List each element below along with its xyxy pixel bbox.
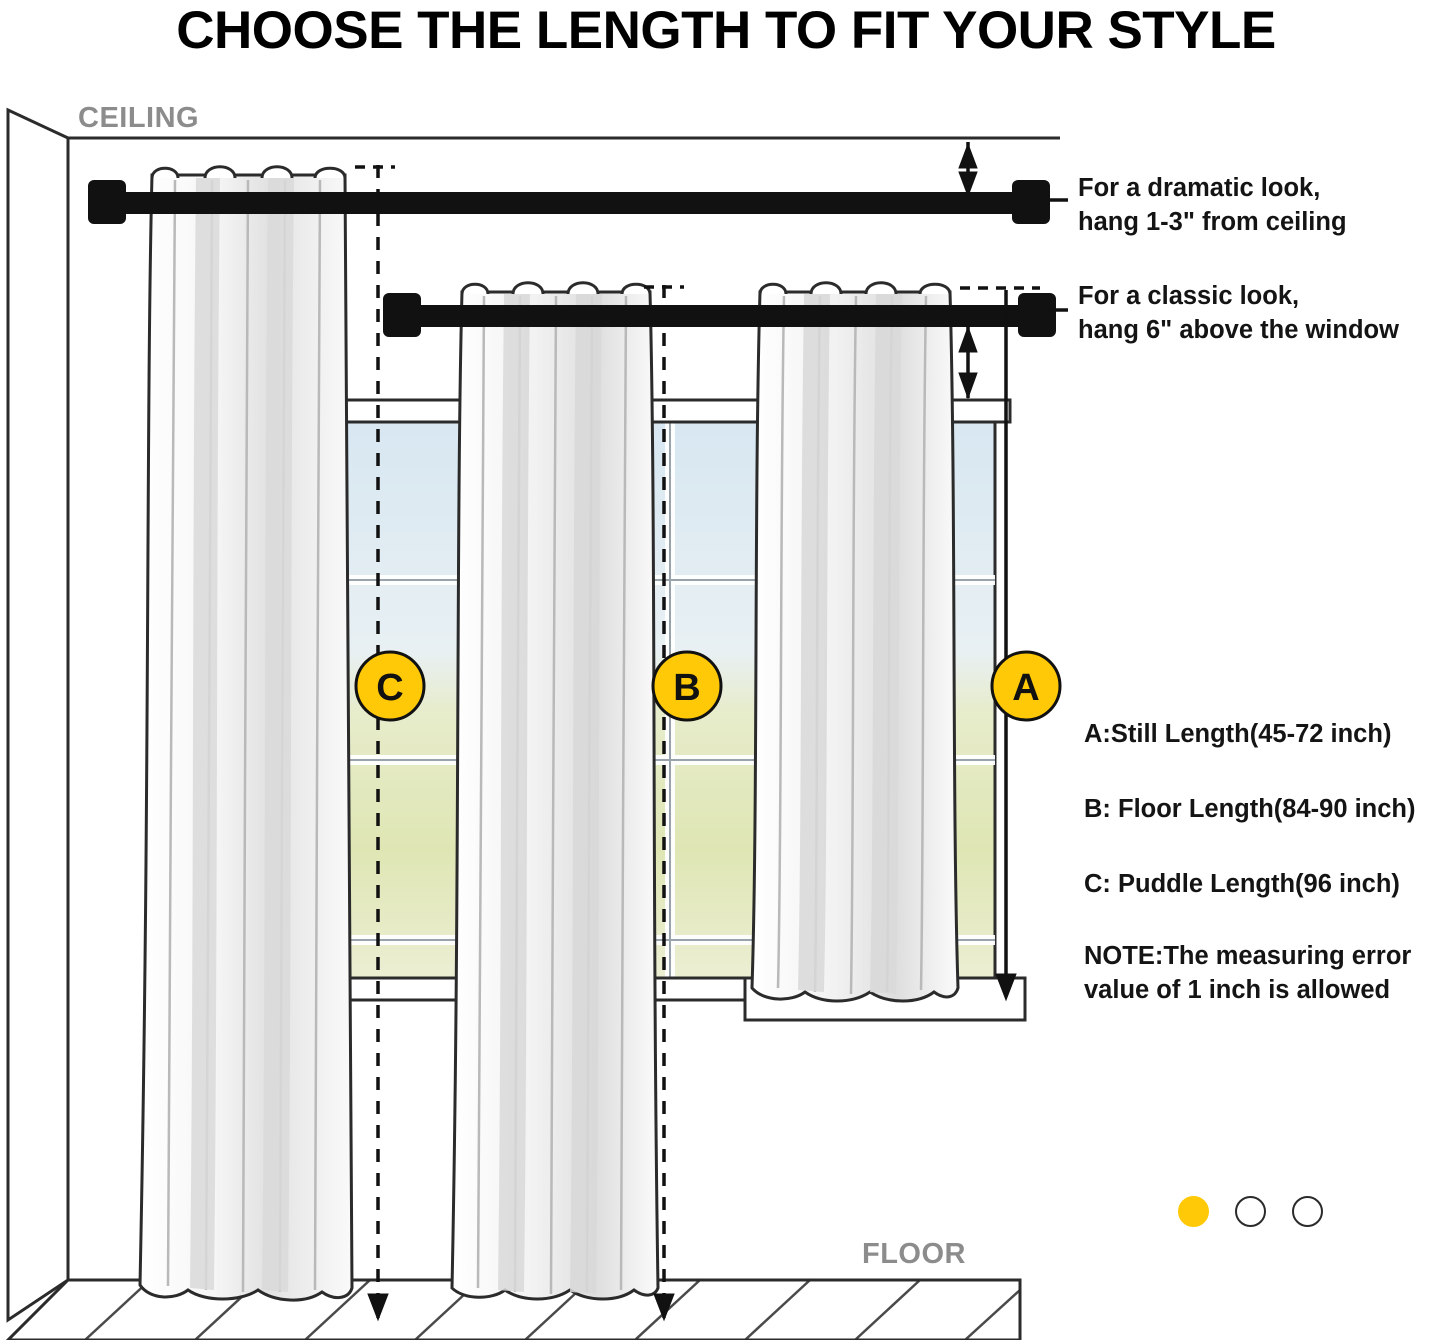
curtain-panel-c [140,167,352,1300]
annotation-dramatic [1078,172,1347,239]
legend-note-line2: value of 1 inch is allowed [1084,975,1391,1004]
pagination-dot-1[interactable] [1178,1196,1209,1227]
floor-label: FLOOR [862,1238,966,1270]
page-title: CHOOSE THE LENGTH TO FIT YOUR STYLE [176,1,1276,60]
curtain-panel-a [752,283,958,1001]
svg-text:A: A [1012,667,1040,709]
marker-b-badge [653,652,721,720]
marker-c-badge [356,652,424,720]
svg-text:C: C [376,667,404,709]
annotation-classic [1078,280,1399,347]
legend-note-line1: NOTE:The measuring error [1084,942,1412,970]
annotation-dramatic-line2: hang 1-3" from ceiling [1078,207,1347,236]
legend-note [1084,940,1411,1007]
annotation-dramatic-line1: For a dramatic look, [1078,174,1321,202]
legend-a: A:Still Length(45-72 inch) [1084,720,1392,748]
curtain-panel-b [452,283,658,1299]
marker-a-badge [992,652,1060,720]
legend-b: B: Floor Length(84-90 inch) [1084,795,1416,823]
annotation-classic-line1: For a classic look, [1078,282,1300,310]
svg-text:B: B [673,667,701,709]
legend-c: C: Puddle Length(96 inch) [1084,870,1400,898]
ceiling-label: CEILING [78,102,200,134]
pagination-dot-2[interactable] [1235,1196,1266,1227]
pagination-dots[interactable] [1178,1196,1323,1227]
annotation-classic-line2: hang 6" above the window [1078,315,1399,344]
pagination-dot-3[interactable] [1292,1196,1323,1227]
